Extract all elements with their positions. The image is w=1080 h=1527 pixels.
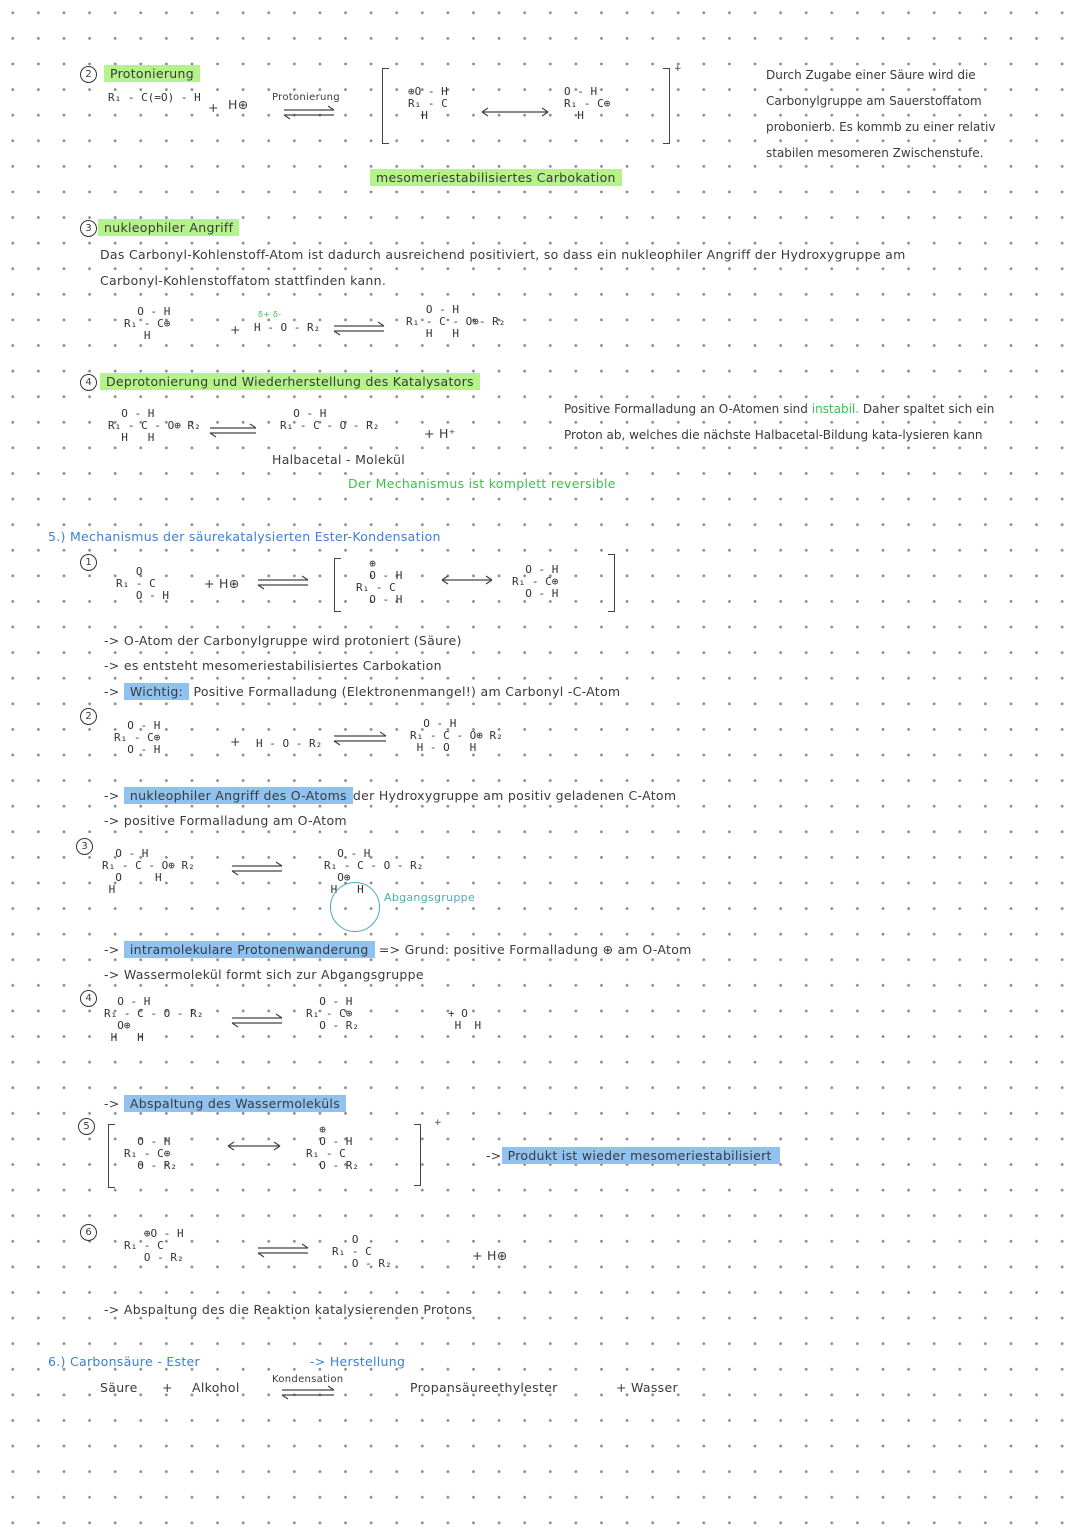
reversible-note: Der Mechanismus ist komplett reversible [348,476,616,491]
ester1-note3: -> Wichtig: Positive Formalladung (Elektronenmangel!) am Carbonyl -C-Atom [104,684,621,699]
ester4-product: O - H R₁ - C⊕ O - R₂ [306,995,359,1032]
equilibrium-arrow-kondensation [282,1386,334,1399]
resonance-structure-a: ⊕O - H R₁ - C H [408,85,448,122]
attack-text-line1: Das Carbonyl-Kohlenstoff-Atom ist dadurch ausreichend positiviert, so dass ein nukleophiler Angriff der Hydroxygruppe am [100,247,906,262]
protonation-charge: + [674,64,682,74]
step-number-ester-3: 3 [76,838,93,855]
deprot-side-text: Positive Formalladung an O-Atomen sind instabil. Daher spaltet sich ein Proton ab, welches die nächste Halbacetal-Bildung kata-lysieren kann [564,402,995,442]
instabil-word: instabil. [811,402,860,416]
section6-acid: Säure [100,1380,138,1395]
equilibrium-arrow-ester3 [232,862,282,875]
deprot-reactant: O - H R₁ - C - O⊕ R₂ H H [108,407,201,444]
attack-partial-charges: δ+ δ- [258,310,282,319]
attack-text-line2: Carbonyl-Kohlenstoffatom stattfinden kann. [100,273,387,288]
resonance-structure-b: O - H R₁ - C⊕ H [564,85,611,122]
ester1-reactant: O R₁ - C O - H [116,565,169,602]
deprot-proton: + H⁺ [424,426,456,441]
step-number-ester-2: 2 [80,708,97,725]
section6-arrow: -> Herstellung [310,1354,406,1369]
protonation-arrow-label: Protonierung [272,92,340,103]
protonation-proton: H⊕ [228,97,249,112]
equilibrium-arrow-ester1 [258,576,308,589]
attack-reactant1: O - H R₁ - C⊕ H [124,305,171,342]
ester1-note1: -> O-Atom der Carbonylgruppe wird protoniert (Säure) [104,633,462,648]
ester6-product: O R₁ - C O - R₂ [332,1233,392,1270]
attack-plus: + [230,322,241,337]
attack-reactant2: H - O - R₂ [254,321,321,334]
section6-alcohol: Alkohol [192,1380,240,1395]
section6-arrow-label: Kondensation [272,1374,344,1385]
ester2-reactant: O - H R₁ - C⊕ O - H [114,719,161,756]
ester4-water: + O H H [448,1007,482,1032]
ester5-res-b: ⊕ O - H R₁ - C O - R₂ [306,1123,359,1172]
deprot-product-label: Halbacetal - Molekül [272,452,406,467]
ester6-proton: + H⊕ [472,1248,508,1263]
section6-water: + Wasser [616,1380,678,1395]
protonation-plus: + [208,100,219,115]
section6-ester: Propansäureethylester [410,1380,558,1395]
ester3-note1: -> intramolekulare Protonenwanderung => Grund: positive Formalladung ⊕ am O-Atom [104,942,692,957]
ester5-note: -> Produkt ist wieder mesomeriestabilisiert [486,1148,780,1163]
step-number-ester-6: 6 [80,1224,97,1241]
resonance-arrow-protonation [482,108,548,116]
resonance-arrow-ester1 [442,576,492,584]
ester2-note2: -> positive Formalladung am O-Atom [104,813,347,828]
ester3-note2: -> Wassermolekül formt sich zur Abgangsgruppe [104,967,424,982]
ester1-note2: -> es entsteht mesomeriestabilisiertes Carbokation [104,658,442,673]
step-number-2: 2 [80,66,97,83]
ester4-note: -> Abspaltung des Wassermoleküls [104,1096,346,1111]
ester4-reactant: O - H R₁ - C - O - R₂ O⊕ H H [104,995,204,1044]
ester-heading: 5.) Mechanismus der säurekatalysierten Ester-Kondensation [48,529,441,544]
protonation-reactant: R₁ - C(=O) - H [108,91,201,104]
ester2-product: O - H R₁ - C - O⊕ R₂ H - O H [410,717,503,754]
protonation-heading: Protonierung [104,66,200,81]
step-number-ester-1: 1 [80,554,97,571]
step-number-ester-4: 4 [80,990,97,1007]
ester2-note1: -> nukleophiler Angriff des O-Atoms der Hydroxygruppe am positiv geladenen C-Atom [104,788,677,803]
ester1-res-b: O - H R₁ - C⊕ O - H [512,563,559,600]
ester1-proton: + H⊕ [204,576,240,591]
ester2-alcohol: H - O - R₂ [256,737,323,750]
equilibrium-arrow-deprot [210,424,256,437]
equilibrium-arrow-ester6 [258,1244,308,1257]
protonation-side-text: Durch Zugabe einer Säure wird die Carbonylgruppe am Sauerstoffatom probonierb. Es kommb zu einer relativ stabilen mesomeren Zwischenstufe. [766,68,996,160]
ester5-res-a: O - H R₁ - C⊕ O - R₂ [124,1135,177,1172]
equilibrium-arrow-ester2 [334,732,386,745]
step-number-3: 3 [80,220,97,237]
leaving-group-label: Abgangsgruppe [384,891,476,904]
step-number-ester-5: 5 [78,1118,95,1135]
ester2-plus: + [230,734,241,749]
ester1-res-a: ⊕ O - H R₁ - C O - H [356,557,403,606]
equilibrium-arrow-protonation [284,106,334,119]
equilibrium-arrow-ester4 [232,1014,282,1027]
ester5-charge: + [434,1118,442,1128]
ester6-note: -> Abspaltung des die Reaktion katalysierenden Protons [104,1302,473,1317]
ester3-reactant: O - H R₁ - C - O⊕ R₂ O H H [102,847,195,896]
ester3-product: O - H R₁ - C - O - R₂ O⊕ H H [324,847,424,896]
section6-heading: 6.) Carbonsäure - Ester [48,1354,200,1369]
deprot-product: O - H R₁ - C - O - R₂ [280,407,380,432]
step-number-4: 4 [80,374,97,391]
resonance-arrow-ester5 [228,1142,280,1150]
deprot-heading: Deprotonierung und Wiederherstellung des Katalysators [100,374,480,389]
attack-product: O - H R₁ - C - O⊕- R₂ H H [406,303,506,340]
ester6-reactant: ⊕O - H R₁ - C O - R₂ [124,1227,184,1264]
equilibrium-arrow-attack [334,322,384,335]
attack-heading: nukleophiler Angriff [98,220,239,235]
section6-plus: + [162,1380,173,1395]
protonation-caption: mesomeriestabilisiertes Carbokation [370,170,622,185]
